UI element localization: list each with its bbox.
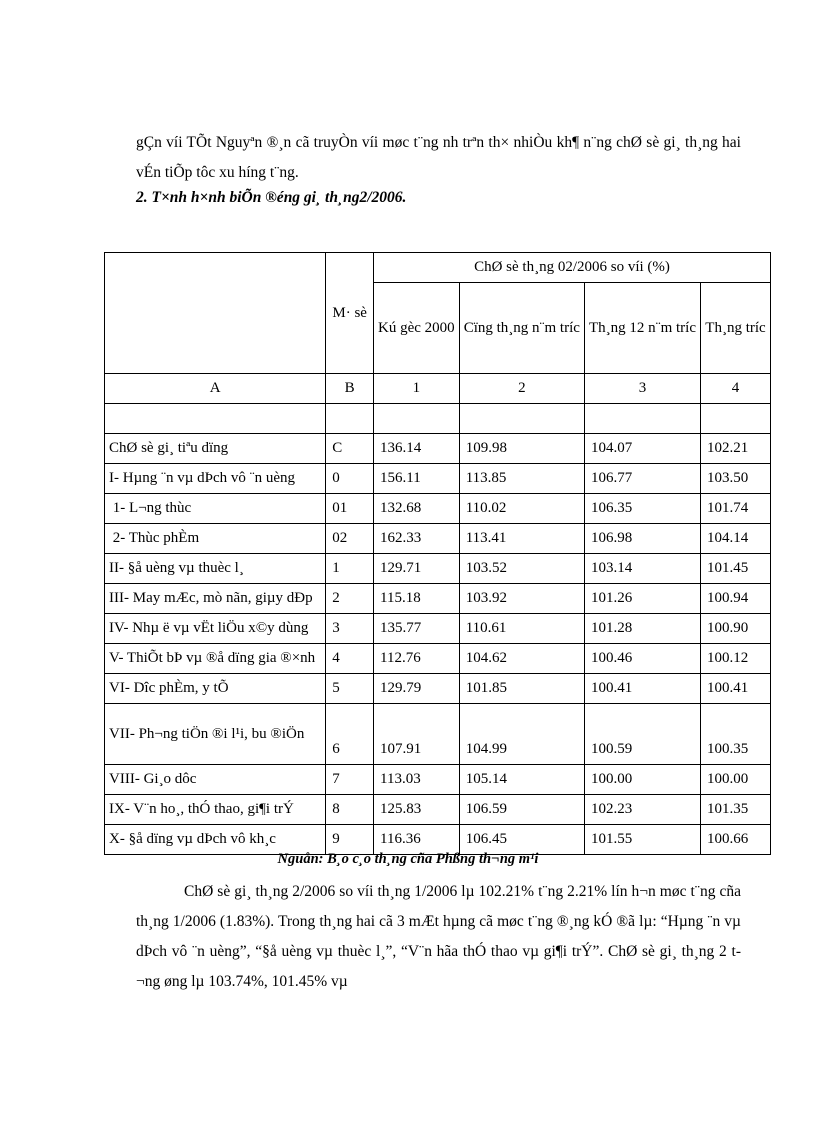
row-value-cell: 107.91 xyxy=(374,704,460,765)
table-row xyxy=(105,614,771,644)
row-code-cell: 9 xyxy=(326,825,374,855)
row-value-cell: 101.55 xyxy=(584,825,700,855)
row-code-cell: 1 xyxy=(326,554,374,584)
header-col1: Kú gèc 2000 xyxy=(374,283,460,374)
row-code-cell: 02 xyxy=(326,524,374,554)
row-value-cell: 103.52 xyxy=(459,554,584,584)
row-name-cell: 2- Thùc phÈm xyxy=(105,524,326,554)
row-value-cell: 129.71 xyxy=(374,554,460,584)
table-row xyxy=(105,554,771,584)
row-value-cell: 102.21 xyxy=(701,434,771,464)
row-value-cell: 101.74 xyxy=(701,494,771,524)
row-name-cell: II- §å uèng vµ thuèc l¸ xyxy=(105,554,326,584)
row-value-cell: 135.77 xyxy=(374,614,460,644)
table-row xyxy=(105,674,771,704)
row-name-cell: VIII- Gi¸o dôc xyxy=(105,765,326,795)
intro-paragraph: gÇn víi TÕt Nguyªn ®¸n cã truyÒn víi møc t¨ng nh trªn th× nhiÒu kh¶ n¨ng chØ sè gi¸ th¸ng hai vÉn tiÕp tôc xu híng t¨ng. xyxy=(136,134,741,181)
row-value-cell: 106.59 xyxy=(459,795,584,825)
row-value-cell: 104.99 xyxy=(459,704,584,765)
row-code-cell: 5 xyxy=(326,674,374,704)
row-code-cell: 7 xyxy=(326,765,374,795)
row-value-cell: 109.98 xyxy=(459,434,584,464)
row-value-cell: 106.45 xyxy=(459,825,584,855)
table-row xyxy=(105,795,771,825)
row-value-cell: 106.98 xyxy=(584,524,700,554)
row-name-cell: X- §å dïng vµ dÞch vô kh¸c xyxy=(105,825,326,855)
row-name-cell: III- May mÆc, mò nãn, giµy dÐp xyxy=(105,584,326,614)
row-value-cell: 106.77 xyxy=(584,464,700,494)
row-code-cell: 6 xyxy=(326,704,374,765)
row-name-cell: IX- V¨n ho¸, thÓ thao, gi¶i trÝ xyxy=(105,795,326,825)
index-cell: 2 xyxy=(459,374,584,404)
row-value-cell: 101.28 xyxy=(584,614,700,644)
header-col3: Th¸ng 12 n¨m tríc xyxy=(584,283,700,374)
table-source-note: Nguån: B¸o c¸o th¸ng cña Phßng th¬ng m¹i xyxy=(277,851,539,867)
row-value-cell: 100.90 xyxy=(701,614,771,644)
row-value-cell: 106.35 xyxy=(584,494,700,524)
row-value-cell: 162.33 xyxy=(374,524,460,554)
row-value-cell: 100.66 xyxy=(701,825,771,855)
row-value-cell: 104.07 xyxy=(584,434,700,464)
row-value-cell: 110.61 xyxy=(459,614,584,644)
row-value-cell: 156.11 xyxy=(374,464,460,494)
row-name-cell: VI- Dîc phÈm, y tÕ xyxy=(105,674,326,704)
row-value-cell: 101.45 xyxy=(701,554,771,584)
row-value-cell: 100.94 xyxy=(701,584,771,614)
row-value-cell: 104.62 xyxy=(459,644,584,674)
row-code-cell: 01 xyxy=(326,494,374,524)
row-name-cell: 1- L¬ng thùc xyxy=(105,494,326,524)
row-code-cell: 8 xyxy=(326,795,374,825)
table-row xyxy=(105,434,771,464)
table-row xyxy=(105,765,771,795)
row-value-cell: 110.02 xyxy=(459,494,584,524)
row-value-cell: 116.36 xyxy=(374,825,460,855)
row-value-cell: 113.41 xyxy=(459,524,584,554)
table-row xyxy=(105,644,771,674)
analysis-paragraph: ChØ sè gi¸ th¸ng 2/2006 so víi th¸ng 1/2006 lµ 102.21% t¨ng 2.21% lín h¬n møc t¨ng cña th¸ng 1/2006 (1.83%). Trong th¸ng hai cã 3 mÆt hµng cã møc t¨ng ®¸ng kÓ ®ã lµ: “Hµng ¨n vµ dÞch vô ¨n uèng”, “§å uèng vµ thuèc l¸”, “V¨n hãa thÓ thao vµ gi¶i trÝ”. ChØ sè gi¸ th¸ng 2 t¬ng øng lµ 103.74%, 101.45% vµ xyxy=(136,883,741,990)
table-header-row xyxy=(105,253,771,283)
table-row xyxy=(105,704,771,765)
row-name-cell: ChØ sè gi¸ tiªu dïng xyxy=(105,434,326,464)
row-value-cell: 115.18 xyxy=(374,584,460,614)
header-code: M· sè xyxy=(326,253,374,374)
row-name-cell: I- Hµng ¨n vµ dÞch vô ¨n uèng xyxy=(105,464,326,494)
row-name-cell: VII- Ph¬ng tiÖn ®i l¹i, bu ®iÖn xyxy=(105,704,326,765)
index-cell: A xyxy=(105,374,326,404)
row-value-cell: 129.79 xyxy=(374,674,460,704)
row-value-cell: 112.76 xyxy=(374,644,460,674)
index-cell: B xyxy=(326,374,374,404)
row-value-cell: 136.14 xyxy=(374,434,460,464)
header-group: ChØ sè th¸ng 02/2006 so víi (%) xyxy=(374,253,771,283)
row-code-cell: 3 xyxy=(326,614,374,644)
row-value-cell: 102.23 xyxy=(584,795,700,825)
table-body xyxy=(105,434,771,855)
row-value-cell: 101.35 xyxy=(701,795,771,825)
header-col2: Cïng th¸ng n¨m tríc xyxy=(459,283,584,374)
header-blank-cell xyxy=(105,253,326,374)
price-index-table xyxy=(104,252,771,855)
row-value-cell: 103.14 xyxy=(584,554,700,584)
table-row xyxy=(105,524,771,554)
row-value-cell: 113.85 xyxy=(459,464,584,494)
header-col4: Th¸ng tríc xyxy=(701,283,771,374)
row-code-cell: C xyxy=(326,434,374,464)
row-code-cell: 2 xyxy=(326,584,374,614)
row-value-cell: 125.83 xyxy=(374,795,460,825)
row-value-cell: 104.14 xyxy=(701,524,771,554)
table-row xyxy=(105,464,771,494)
table-row xyxy=(105,584,771,614)
row-code-cell: 0 xyxy=(326,464,374,494)
row-name-cell: IV- Nhµ ë vµ vËt liÖu x©y dùng xyxy=(105,614,326,644)
row-value-cell: 100.41 xyxy=(701,674,771,704)
row-name-cell: V- ThiÕt bÞ vµ ®å dïng gia ®×nh xyxy=(105,644,326,674)
row-value-cell: 105.14 xyxy=(459,765,584,795)
row-value-cell: 100.59 xyxy=(584,704,700,765)
table-row xyxy=(105,825,771,855)
row-value-cell: 113.03 xyxy=(374,765,460,795)
table-index-row xyxy=(105,374,771,404)
index-cell: 4 xyxy=(701,374,771,404)
table-row xyxy=(105,494,771,524)
row-value-cell: 103.92 xyxy=(459,584,584,614)
row-value-cell: 101.26 xyxy=(584,584,700,614)
index-cell: 3 xyxy=(584,374,700,404)
row-code-cell: 4 xyxy=(326,644,374,674)
row-value-cell: 100.12 xyxy=(701,644,771,674)
index-cell: 1 xyxy=(374,374,460,404)
row-value-cell: 100.00 xyxy=(701,765,771,795)
row-value-cell: 132.68 xyxy=(374,494,460,524)
section-heading: 2. T×nh h×nh biÕn ®éng gi¸ th¸ng2/2006. xyxy=(136,189,407,206)
row-value-cell: 101.85 xyxy=(459,674,584,704)
row-value-cell: 100.46 xyxy=(584,644,700,674)
row-value-cell: 100.00 xyxy=(584,765,700,795)
row-value-cell: 100.41 xyxy=(584,674,700,704)
row-value-cell: 103.50 xyxy=(701,464,771,494)
table-empty-row xyxy=(105,404,771,434)
row-value-cell: 100.35 xyxy=(701,704,771,765)
